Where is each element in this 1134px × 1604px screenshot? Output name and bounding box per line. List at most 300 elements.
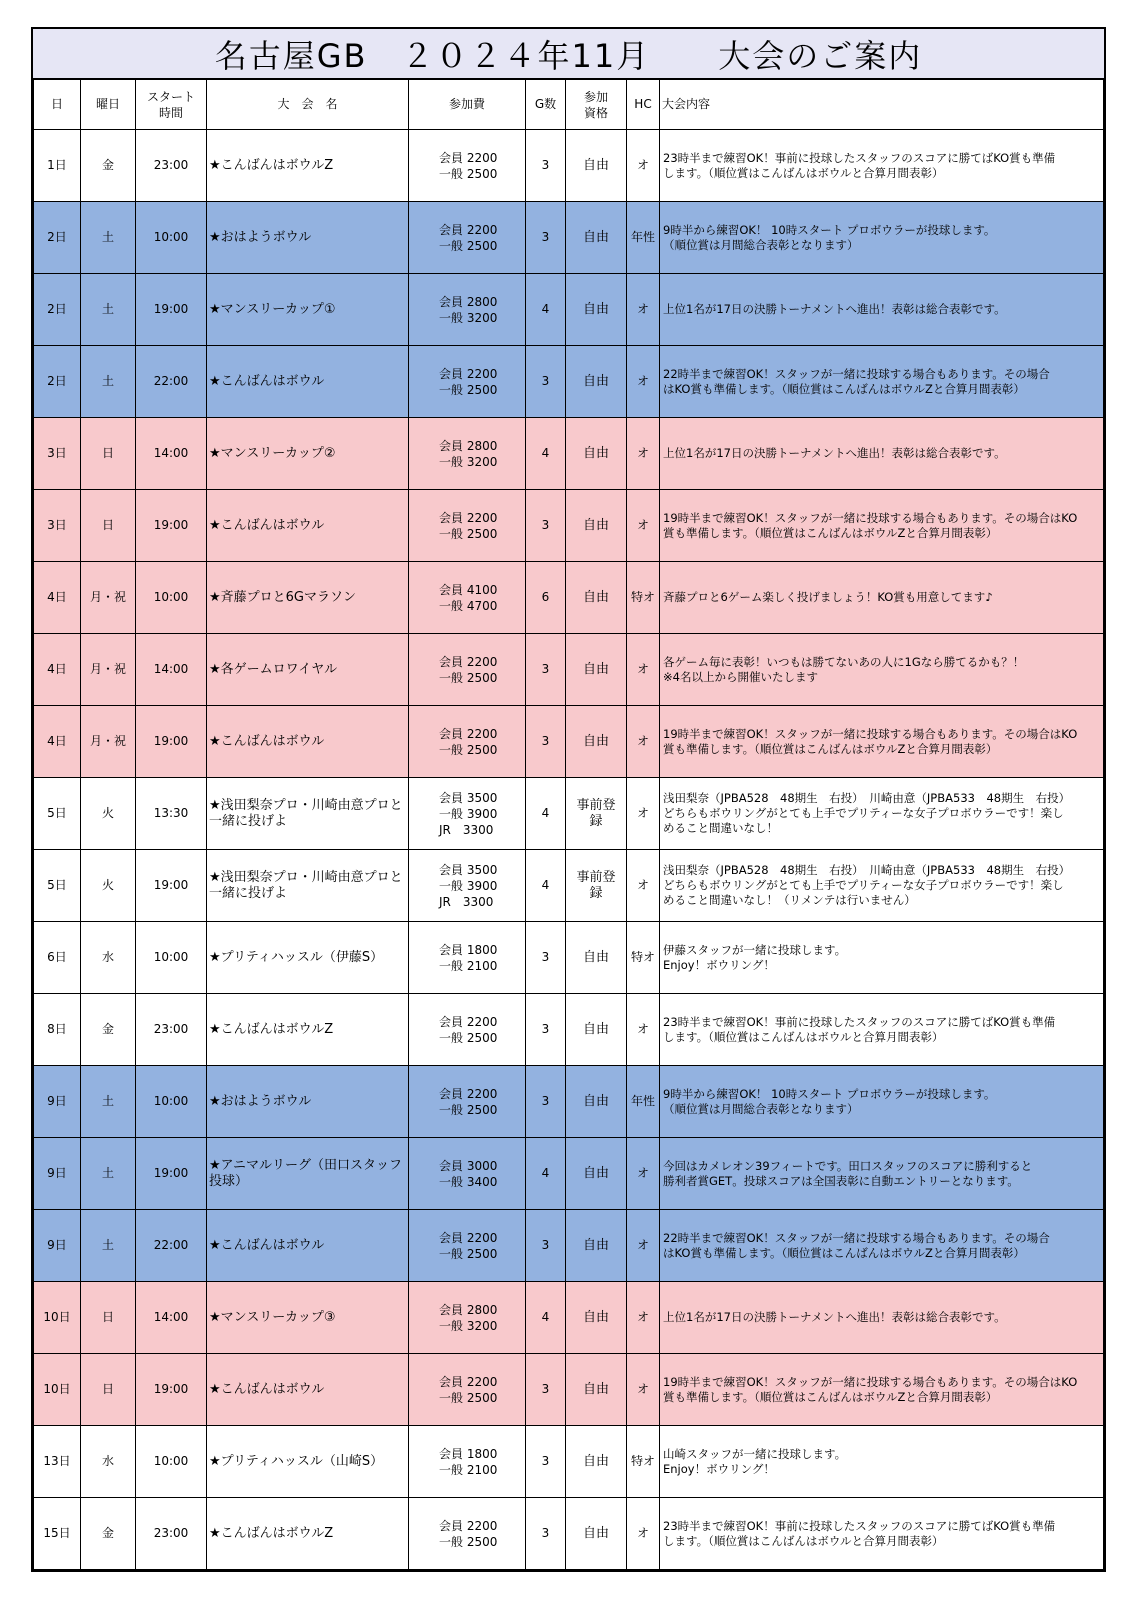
cell-content xyxy=(660,1498,1104,1570)
cell-fee xyxy=(409,1354,526,1426)
cell-fee xyxy=(409,778,526,850)
cell-start-time: 14:00 xyxy=(136,634,207,706)
cell-day: 8日 xyxy=(34,994,81,1066)
content-line: します。（順位賞はこんばんはボウルと合算月間表彰） xyxy=(663,165,944,180)
cell-day: 10日 xyxy=(34,1282,81,1354)
cell-qualification xyxy=(566,1282,627,1354)
cell-qualification xyxy=(566,634,627,706)
cell-games: 3 xyxy=(526,706,566,778)
cell-fee xyxy=(409,850,526,922)
cell-weekday: 火 xyxy=(81,778,136,850)
content-line: はKO賞も準備します。（順位賞はこんばんはボウルZと合算月間表彰） xyxy=(663,1245,1025,1260)
cell-day: 1日 xyxy=(34,130,81,202)
cell-qualification xyxy=(566,778,627,850)
table-row xyxy=(34,346,1104,418)
schedule-table xyxy=(33,79,1104,1570)
table-row xyxy=(34,778,1104,850)
cell-day: 2日 xyxy=(34,274,81,346)
cell-qualification xyxy=(566,1426,627,1498)
cell-event-name: ★マンスリーカップ③ xyxy=(207,1282,409,1354)
cell-event-name: ★こんばんはボウルZ xyxy=(207,994,409,1066)
cell-day: 4日 xyxy=(34,562,81,634)
qualification-text: 自由 xyxy=(582,1238,609,1253)
cell-weekday: 日 xyxy=(81,1354,136,1426)
cell-content xyxy=(660,994,1104,1066)
fee-member: 会員 2800 xyxy=(439,438,498,453)
header-event: 大 会 名 xyxy=(207,80,409,130)
table-row xyxy=(34,994,1104,1066)
cell-qualification xyxy=(566,1066,627,1138)
content-line: 今回はカメレオン39フィートです。田口スタッフのスコアに勝利すると xyxy=(663,1158,1033,1173)
content-line: Enjoy！ボウリング！ xyxy=(663,1461,775,1476)
cell-event-name: ★こんばんはボウル xyxy=(207,490,409,562)
cell-games: 4 xyxy=(526,274,566,346)
cell-day: 4日 xyxy=(34,634,81,706)
cell-qualification xyxy=(566,346,627,418)
cell-event-name: ★斉藤プロと6Gマラソン xyxy=(207,562,409,634)
cell-weekday: 水 xyxy=(81,1426,136,1498)
cell-start-time: 10:00 xyxy=(136,1426,207,1498)
qualification-text: 自由 xyxy=(582,1454,609,1469)
table-row xyxy=(34,706,1104,778)
cell-hc: 特オ xyxy=(627,1426,660,1498)
content-line: ※4名以上から開催いたします xyxy=(663,669,818,684)
table-row xyxy=(34,1426,1104,1498)
fee-member: 会員 2200 xyxy=(439,1014,498,1029)
content-line: 各ゲーム毎に表彰！いつもは勝てないあの人に1Gなら勝てるかも？！ xyxy=(663,654,1025,669)
cell-games: 3 xyxy=(526,1354,566,1426)
fee-general: 一般 3200 xyxy=(439,310,498,325)
qualification-text: 自由 xyxy=(582,1094,609,1109)
fee-general: 一般 2500 xyxy=(439,526,498,541)
cell-qualification xyxy=(566,418,627,490)
cell-content xyxy=(660,562,1104,634)
cell-day: 3日 xyxy=(34,490,81,562)
cell-weekday: 金 xyxy=(81,994,136,1066)
cell-weekday: 月・祝 xyxy=(81,706,136,778)
table-row xyxy=(34,130,1104,202)
content-line: 浅田梨奈（JPBA528 48期生 右投） 川崎由意（JPBA533 48期生 右投） xyxy=(663,863,1071,877)
cell-content xyxy=(660,706,1104,778)
fee-member: 会員 2200 xyxy=(439,1230,498,1245)
table-row xyxy=(34,634,1104,706)
cell-fee xyxy=(409,562,526,634)
cell-weekday: 土 xyxy=(81,1066,136,1138)
cell-content xyxy=(660,418,1104,490)
cell-start-time: 10:00 xyxy=(136,1066,207,1138)
table-row xyxy=(34,1498,1104,1570)
cell-weekday: 土 xyxy=(81,346,136,418)
qualification-text: 自由 xyxy=(582,158,609,173)
cell-fee xyxy=(409,1498,526,1570)
cell-day: 3日 xyxy=(34,418,81,490)
qualification-text: 自由 xyxy=(582,1382,609,1397)
qualification-text: 自由 xyxy=(582,1022,609,1037)
cell-hc: オ xyxy=(627,346,660,418)
cell-event-name: ★こんばんはボウル xyxy=(207,346,409,418)
content-line: 22時半まで練習OK！スタッフが一緒に投球する場合もあります。その場合 xyxy=(663,1230,1050,1245)
fee-member: 会員 3000 xyxy=(439,1158,498,1173)
content-line: （順位賞は月間総合表彰となります） xyxy=(663,237,859,252)
qualification-text: 自由 xyxy=(582,1166,609,1181)
cell-event-name: ★こんばんはボウル xyxy=(207,1354,409,1426)
cell-content xyxy=(660,922,1104,994)
cell-day: 15日 xyxy=(34,1498,81,1570)
cell-fee xyxy=(409,1066,526,1138)
cell-event-name: ★マンスリーカップ② xyxy=(207,418,409,490)
cell-fee xyxy=(409,634,526,706)
cell-event-name: ★こんばんはボウルZ xyxy=(207,1498,409,1570)
content-line: 賞も準備します。（順位賞はこんばんはボウルZと合算月間表彰） xyxy=(663,741,998,756)
qualification-text: 事前登録 xyxy=(576,797,616,829)
cell-weekday: 金 xyxy=(81,130,136,202)
header-games: G数 xyxy=(526,80,566,130)
fee-member: 会員 2200 xyxy=(439,150,498,165)
header-hc: HC xyxy=(627,80,660,130)
cell-games: 4 xyxy=(526,1138,566,1210)
cell-fee xyxy=(409,346,526,418)
cell-content xyxy=(660,634,1104,706)
fee-general: 一般 2500 xyxy=(439,1534,498,1549)
cell-games: 3 xyxy=(526,130,566,202)
header-start-line1: スタート xyxy=(146,89,195,104)
fee-junior: JR 3300 xyxy=(439,894,494,909)
header-day: 日 xyxy=(34,80,81,130)
cell-games: 3 xyxy=(526,1498,566,1570)
header-weekday: 曜日 xyxy=(81,80,136,130)
cell-games: 3 xyxy=(526,994,566,1066)
fee-member: 会員 3500 xyxy=(439,790,498,805)
cell-hc: 年性 xyxy=(627,202,660,274)
cell-start-time: 10:00 xyxy=(136,922,207,994)
cell-start-time: 14:00 xyxy=(136,418,207,490)
content-line: 山崎スタッフが一緒に投球します。 xyxy=(663,1446,847,1461)
cell-hc: オ xyxy=(627,274,660,346)
cell-start-time: 23:00 xyxy=(136,130,207,202)
table-row xyxy=(34,922,1104,994)
cell-qualification xyxy=(566,922,627,994)
cell-hc: オ xyxy=(627,994,660,1066)
header-start-line2: 時間 xyxy=(158,105,183,120)
cell-event-name: ★アニマルリーグ（田口スタッフ投球） xyxy=(207,1138,409,1210)
cell-qualification xyxy=(566,490,627,562)
cell-start-time: 22:00 xyxy=(136,346,207,418)
content-line: 22時半まで練習OK！スタッフが一緒に投球する場合もあります。その場合 xyxy=(663,366,1050,381)
cell-fee xyxy=(409,274,526,346)
cell-day: 10日 xyxy=(34,1354,81,1426)
cell-content xyxy=(660,1138,1104,1210)
cell-fee xyxy=(409,1426,526,1498)
content-line: （順位賞は月間総合表彰となります） xyxy=(663,1101,859,1116)
cell-hc: 特オ xyxy=(627,562,660,634)
fee-general: 一般 2500 xyxy=(439,382,498,397)
cell-content xyxy=(660,130,1104,202)
content-line: 賞も準備します。（順位賞はこんばんはボウルZと合算月間表彰） xyxy=(663,525,998,540)
fee-general: 一般 2100 xyxy=(439,958,498,973)
cell-event-name: ★こんばんはボウル xyxy=(207,1210,409,1282)
cell-day: 6日 xyxy=(34,922,81,994)
cell-weekday: 日 xyxy=(81,490,136,562)
cell-games: 4 xyxy=(526,418,566,490)
content-line: Enjoy！ボウリング！ xyxy=(663,957,775,972)
cell-games: 3 xyxy=(526,490,566,562)
cell-fee xyxy=(409,1210,526,1282)
content-line: 23時半まで練習OK！事前に投球したスタッフのスコアに勝てばKO賞も準備 xyxy=(663,1518,1056,1533)
cell-content xyxy=(660,1282,1104,1354)
cell-event-name: ★プリティハッスル（山崎S） xyxy=(207,1426,409,1498)
fee-member: 会員 2200 xyxy=(439,1086,498,1101)
fee-member: 会員 2200 xyxy=(439,366,498,381)
cell-hc: オ xyxy=(627,1354,660,1426)
cell-start-time: 19:00 xyxy=(136,1354,207,1426)
table-row xyxy=(34,418,1104,490)
fee-general: 一般 3200 xyxy=(439,454,498,469)
content-line: します。（順位賞はこんばんはボウルと合算月間表彰） xyxy=(663,1029,944,1044)
content-line: 勝利者賞GET。投球スコアは全国表彰に自動エントリーとなります。 xyxy=(663,1173,1019,1188)
cell-day: 2日 xyxy=(34,202,81,274)
table-row xyxy=(34,1210,1104,1282)
cell-hc: オ xyxy=(627,130,660,202)
cell-weekday: 日 xyxy=(81,1282,136,1354)
fee-junior: JR 3300 xyxy=(439,822,494,837)
cell-start-time: 19:00 xyxy=(136,274,207,346)
fee-member: 会員 2200 xyxy=(439,222,498,237)
cell-start-time: 19:00 xyxy=(136,850,207,922)
fee-general: 一般 2500 xyxy=(439,742,498,757)
cell-qualification xyxy=(566,850,627,922)
cell-event-name: ★プリティハッスル（伊藤S） xyxy=(207,922,409,994)
content-line: 上位1名が17日の決勝トーナメントへ進出！表彰は総合表彰です。 xyxy=(663,446,1006,460)
qualification-text: 自由 xyxy=(582,374,609,389)
page-title: 名古屋GB ２０２４年11月 大会のご案内 xyxy=(33,29,1104,79)
cell-qualification xyxy=(566,1138,627,1210)
fee-general: 一般 2500 xyxy=(439,1390,498,1405)
table-row xyxy=(34,1066,1104,1138)
qualification-text: 自由 xyxy=(582,518,609,533)
cell-games: 6 xyxy=(526,562,566,634)
fee-general: 一般 2500 xyxy=(439,166,498,181)
fee-general: 一般 3400 xyxy=(439,1174,498,1189)
cell-hc: オ xyxy=(627,706,660,778)
cell-hc: オ xyxy=(627,778,660,850)
cell-weekday: 土 xyxy=(81,1210,136,1282)
fee-member: 会員 1800 xyxy=(439,1446,498,1461)
cell-content xyxy=(660,202,1104,274)
fee-general: 一般 3900 xyxy=(439,878,498,893)
header-start-time xyxy=(136,80,207,130)
cell-weekday: 月・祝 xyxy=(81,634,136,706)
cell-weekday: 日 xyxy=(81,418,136,490)
table-row xyxy=(34,1138,1104,1210)
fee-member: 会員 2800 xyxy=(439,294,498,309)
cell-start-time: 19:00 xyxy=(136,706,207,778)
cell-start-time: 13:30 xyxy=(136,778,207,850)
qualification-text: 自由 xyxy=(582,662,609,677)
cell-qualification xyxy=(566,130,627,202)
content-line: 上位1名が17日の決勝トーナメントへ進出！表彰は総合表彰です。 xyxy=(663,302,1006,316)
cell-games: 4 xyxy=(526,1282,566,1354)
cell-games: 3 xyxy=(526,1210,566,1282)
cell-fee xyxy=(409,1282,526,1354)
fee-general: 一般 2500 xyxy=(439,1030,498,1045)
cell-event-name: ★マンスリーカップ① xyxy=(207,274,409,346)
fee-member: 会員 2800 xyxy=(439,1302,498,1317)
table-row xyxy=(34,274,1104,346)
fee-member: 会員 2200 xyxy=(439,510,498,525)
cell-games: 3 xyxy=(526,634,566,706)
cell-fee xyxy=(409,922,526,994)
qualification-text: 自由 xyxy=(582,302,609,317)
cell-start-time: 19:00 xyxy=(136,490,207,562)
cell-start-time: 19:00 xyxy=(136,1138,207,1210)
cell-games: 3 xyxy=(526,1426,566,1498)
cell-hc: オ xyxy=(627,634,660,706)
cell-content xyxy=(660,346,1104,418)
table-row xyxy=(34,490,1104,562)
cell-hc: オ xyxy=(627,418,660,490)
fee-member: 会員 4100 xyxy=(439,582,498,597)
content-line: します。（順位賞はこんばんはボウルと合算月間表彰） xyxy=(663,1533,944,1548)
header-qual-line1: 参加 xyxy=(583,89,608,104)
cell-hc: オ xyxy=(627,1282,660,1354)
fee-member: 会員 2200 xyxy=(439,1374,498,1389)
content-line: どちらもボウリングがとても上手でプリティーな女子プロボウラーです！楽し xyxy=(663,806,1064,820)
qualification-text: 自由 xyxy=(582,734,609,749)
qualification-text: 自由 xyxy=(582,950,609,965)
cell-event-name: ★浅田梨奈プロ・川崎由意プロと一緒に投げよ xyxy=(207,850,409,922)
cell-event-name: ★こんばんはボウルZ xyxy=(207,130,409,202)
cell-content xyxy=(660,1066,1104,1138)
cell-qualification xyxy=(566,562,627,634)
cell-weekday: 火 xyxy=(81,850,136,922)
content-line: 23時半まで練習OK！事前に投球したスタッフのスコアに勝てばKO賞も準備 xyxy=(663,1014,1056,1029)
fee-member: 会員 2200 xyxy=(439,1518,498,1533)
cell-start-time: 14:00 xyxy=(136,1282,207,1354)
cell-start-time: 23:00 xyxy=(136,994,207,1066)
cell-event-name: ★おはようボウル xyxy=(207,1066,409,1138)
fee-general: 一般 2500 xyxy=(439,670,498,685)
cell-content xyxy=(660,1354,1104,1426)
fee-general: 一般 2500 xyxy=(439,1246,498,1261)
cell-games: 3 xyxy=(526,1066,566,1138)
cell-start-time: 10:00 xyxy=(136,562,207,634)
fee-general: 一般 3200 xyxy=(439,1318,498,1333)
cell-hc: オ xyxy=(627,1498,660,1570)
cell-day: 9日 xyxy=(34,1210,81,1282)
qualification-text: 事前登録 xyxy=(576,869,616,901)
cell-qualification xyxy=(566,1210,627,1282)
cell-start-time: 23:00 xyxy=(136,1498,207,1570)
content-line: 浅田梨奈（JPBA528 48期生 右投） 川崎由意（JPBA533 48期生 右投） xyxy=(663,791,1071,805)
cell-content xyxy=(660,1210,1104,1282)
cell-weekday: 土 xyxy=(81,202,136,274)
cell-weekday: 水 xyxy=(81,922,136,994)
cell-day: 5日 xyxy=(34,778,81,850)
cell-content xyxy=(660,778,1104,850)
qualification-text: 自由 xyxy=(582,1526,609,1541)
fee-member: 会員 2200 xyxy=(439,726,498,741)
content-line: めること間違いなし！ xyxy=(663,821,778,835)
cell-day: 5日 xyxy=(34,850,81,922)
fee-general: 一般 2100 xyxy=(439,1462,498,1477)
cell-content xyxy=(660,490,1104,562)
header-fee: 参加費 xyxy=(409,80,526,130)
cell-content xyxy=(660,1426,1104,1498)
header-content: 大会内容 xyxy=(660,80,1104,130)
cell-qualification xyxy=(566,994,627,1066)
cell-weekday: 土 xyxy=(81,274,136,346)
content-line: はKO賞も準備します。（順位賞はこんばんはボウルZと合算月間表彰） xyxy=(663,381,1025,396)
cell-content xyxy=(660,274,1104,346)
fee-general: 一般 3900 xyxy=(439,806,498,821)
fee-member: 会員 1800 xyxy=(439,942,498,957)
header-qual-line2: 資格 xyxy=(583,105,608,120)
cell-fee xyxy=(409,418,526,490)
cell-event-name: ★各ゲームロワイヤル xyxy=(207,634,409,706)
table-row xyxy=(34,1354,1104,1426)
cell-start-time: 10:00 xyxy=(136,202,207,274)
fee-member: 会員 3500 xyxy=(439,862,498,877)
table-row xyxy=(34,562,1104,634)
cell-event-name: ★おはようボウル xyxy=(207,202,409,274)
cell-qualification xyxy=(566,1354,627,1426)
header-row xyxy=(34,80,1104,130)
cell-start-time: 22:00 xyxy=(136,1210,207,1282)
fee-general: 一般 4700 xyxy=(439,598,498,613)
content-line: 9時半から練習OK！ 10時スタート プロボウラーが投球します。 xyxy=(663,222,996,237)
cell-hc: オ xyxy=(627,1210,660,1282)
cell-weekday: 土 xyxy=(81,1138,136,1210)
cell-games: 3 xyxy=(526,922,566,994)
cell-fee xyxy=(409,202,526,274)
content-line: 19時半まで練習OK！スタッフが一緒に投球する場合もあります。その場合はKO xyxy=(663,510,1078,525)
cell-games: 3 xyxy=(526,202,566,274)
cell-day: 13日 xyxy=(34,1426,81,1498)
qualification-text: 自由 xyxy=(582,590,609,605)
cell-day: 4日 xyxy=(34,706,81,778)
cell-fee xyxy=(409,994,526,1066)
cell-fee xyxy=(409,1138,526,1210)
qualification-text: 自由 xyxy=(582,1310,609,1325)
content-line: 19時半まで練習OK！スタッフが一緒に投球する場合もあります。その場合はKO xyxy=(663,726,1078,741)
cell-fee xyxy=(409,706,526,778)
content-line: 上位1名が17日の決勝トーナメントへ進出！表彰は総合表彰です。 xyxy=(663,1310,1006,1324)
cell-qualification xyxy=(566,274,627,346)
cell-hc: 年性 xyxy=(627,1066,660,1138)
table-row xyxy=(34,850,1104,922)
fee-general: 一般 2500 xyxy=(439,1102,498,1117)
fee-member: 会員 2200 xyxy=(439,654,498,669)
table-row xyxy=(34,202,1104,274)
cell-weekday: 金 xyxy=(81,1498,136,1570)
cell-games: 4 xyxy=(526,778,566,850)
content-line: 19時半まで練習OK！スタッフが一緒に投球する場合もあります。その場合はKO xyxy=(663,1374,1078,1389)
cell-games: 4 xyxy=(526,850,566,922)
qualification-text: 自由 xyxy=(582,230,609,245)
cell-qualification xyxy=(566,202,627,274)
content-line: 賞も準備します。（順位賞はこんばんはボウルZと合算月間表彰） xyxy=(663,1389,998,1404)
header-qualification xyxy=(566,80,627,130)
cell-games: 3 xyxy=(526,346,566,418)
cell-hc: 特オ xyxy=(627,922,660,994)
cell-qualification xyxy=(566,706,627,778)
content-line: めること間違いなし！（リメンテは行いません） xyxy=(663,893,916,907)
content-line: 伊藤スタッフが一緒に投球します。 xyxy=(663,942,847,957)
content-line: どちらもボウリングがとても上手でプリティーな女子プロボウラーです！楽し xyxy=(663,878,1064,892)
cell-day: 9日 xyxy=(34,1138,81,1210)
content-line: 23時半まで練習OK！事前に投球したスタッフのスコアに勝てばKO賞も準備 xyxy=(663,150,1056,165)
qualification-text: 自由 xyxy=(582,446,609,461)
